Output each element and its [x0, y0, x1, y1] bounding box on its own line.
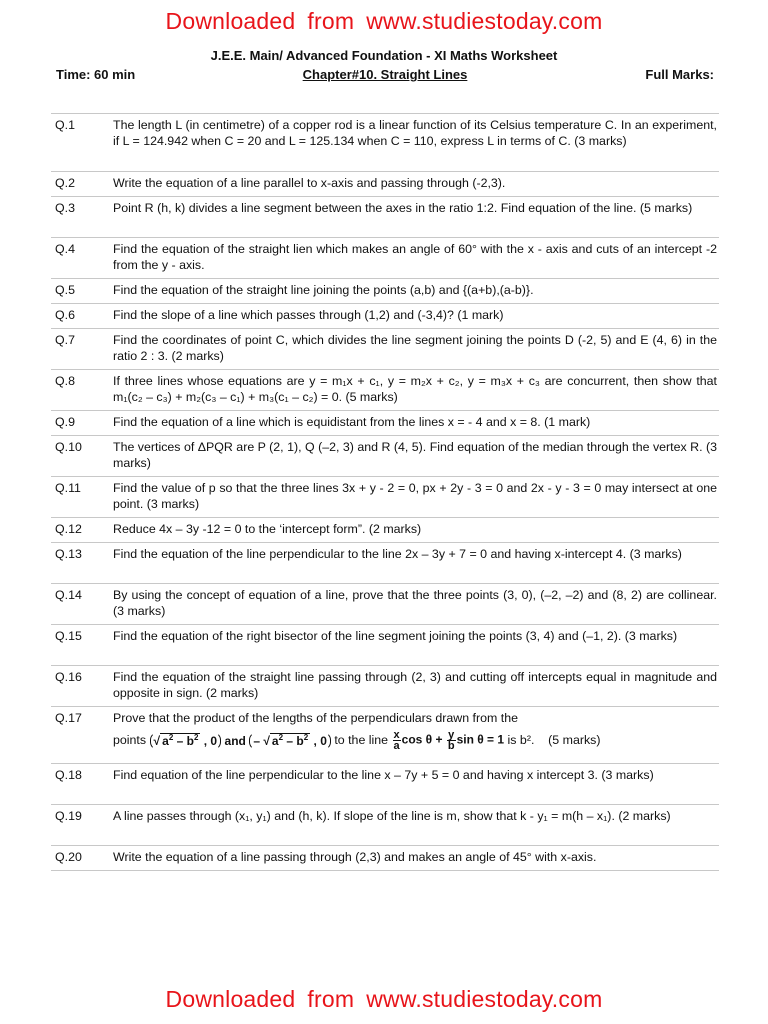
question-number: Q.4 — [51, 238, 113, 279]
banner-word-1: Downloaded — [165, 8, 296, 34]
question-number: Q.2 — [51, 172, 113, 197]
question-number: Q.14 — [51, 584, 113, 625]
question-text: Write the equation of a line passing through (2,3) and makes an angle of 45° with x-axis. — [113, 846, 719, 871]
question-row — [51, 197, 719, 238]
question-row — [51, 707, 719, 764]
question-number: Q.7 — [51, 329, 113, 370]
question-17-marks: (5 marks) — [548, 732, 601, 747]
question-text: A line passes through (x₁, y₁) and (h, k). If slope of the line is m, show that k - y₁ = m(h – x₁). (2 marks) — [113, 805, 719, 846]
worksheet-title: J.E.E. Main/ Advanced Foundation - XI Maths Worksheet — [210, 48, 558, 63]
question-row — [51, 370, 719, 411]
question-row — [51, 411, 719, 436]
question-text: Find the equation of the straight lien which makes an angle of 60° with the x - axis and cuts of an intercept -2 from the y - axis. — [113, 238, 719, 279]
question-number: Q.5 — [51, 279, 113, 304]
question-text: Find the equation of the straight line passing through (2, 3) and cutting off intercepts equal in magnitude and opposite in sign. (2 marks) — [113, 666, 719, 707]
question-text: Find the equation of a line which is equidistant from the lines x = - 4 and x = 8. (1 mark) — [113, 411, 719, 436]
question-text: If three lines whose equations are y = m₁x + c₁, y = m₂x + c₂, y = m₃x + c₃ are concurrent, then show that m₁(c₂ – c₃) + m₂(c₃ – c₁) + m₃(c₁ – c₂) = 0. (5 marks) — [113, 370, 719, 411]
chapter-title: Chapter#10. Straight Lines — [302, 67, 468, 82]
point-two-formula: – √ $a^2 - b^2$ , 0 — [249, 732, 331, 750]
full-marks-label: Full Marks: — [645, 67, 714, 82]
and-label: and — [224, 733, 246, 748]
questions-table — [51, 113, 719, 871]
time-label: Time: 60 min — [56, 67, 136, 82]
question-row — [51, 329, 719, 370]
question-number: Q.1 — [51, 114, 113, 172]
question-text: Find the coordinates of point C, which divides the line segment joining the points D (-2, 5) and E (4, 6) in the ratio 2 : 3. (2 marks) — [113, 329, 719, 370]
question-row — [51, 518, 719, 543]
question-text: Reduce 4x – 3y -12 = 0 to the ‘intercept form”. (2 marks) — [113, 518, 719, 543]
question-row — [51, 279, 719, 304]
question-number: Q.16 — [51, 666, 113, 707]
question-number: Q.8 — [51, 370, 113, 411]
download-banner-bottom[interactable] — [0, 986, 768, 1013]
question-text: The length L (in centimetre) of a copper rod is a linear function of its Celsius temperature C. In an experiment, if L = 124.942 when C = 20 and L = 125.134 when C = 110, express L in terms of C. (3 marks) — [113, 114, 719, 172]
question-17-line2 — [113, 730, 717, 751]
question-text: Find the equation of the straight line joining the points (a,b) and {(a+b),(a-b)}. — [113, 279, 719, 304]
question-text: Find the slope of a line which passes through (1,2) and (-3,4)? (1 mark) — [113, 304, 719, 329]
question-row — [51, 666, 719, 707]
points-label: points — [113, 732, 147, 747]
question-number: Q.13 — [51, 543, 113, 584]
line-equation-formula: $\frac{x}{a}$ cos θ + $\frac{y}{b}$ sin θ = 1 — [393, 729, 505, 752]
question-text: Find the equation of the right bisector of the line segment joining the points (3, 4) and (–1, 2). (3 marks) — [113, 625, 719, 666]
question-row — [51, 436, 719, 477]
is-b-squared: is b². — [507, 732, 535, 747]
question-number: Q.11 — [51, 477, 113, 518]
point-one-formula: √ $a^2 - b^2$ , 0 — [150, 732, 222, 750]
banner-word-2: from — [307, 8, 355, 34]
banner-site: www.studiestoday.com — [366, 986, 603, 1012]
question-text: Point R (h, k) divides a line segment between the axes in the ratio 1:2. Find equation of the line. (5 marks) — [113, 197, 719, 238]
question-row — [51, 846, 719, 871]
question-row — [51, 584, 719, 625]
question-number: Q.17 — [51, 707, 113, 764]
question-text: By using the concept of equation of a line, prove that the three points (3, 0), (–2, –2) and (8, 2) are collinear. (3 marks) — [113, 584, 719, 625]
question-17-line1: Prove that the product of the lengths of the perpendiculars drawn from the — [113, 711, 519, 725]
question-row — [51, 477, 719, 518]
banner-word-1: Downloaded — [165, 986, 296, 1012]
question-number: Q.3 — [51, 197, 113, 238]
question-number: Q.18 — [51, 764, 113, 805]
banner-word-2: from — [307, 986, 355, 1012]
question-row — [51, 764, 719, 805]
question-text: Write the equation of a line parallel to x-axis and passing through (-2,3). — [113, 172, 719, 197]
question-text: Find the value of p so that the three lines 3x + y - 2 = 0, px + 2y - 3 = 0 and 2x - y - 3 = 0 may intersect at one point. (3 marks) — [113, 477, 719, 518]
question-row — [51, 625, 719, 666]
question-number: Q.10 — [51, 436, 113, 477]
question-row — [51, 114, 719, 172]
question-number: Q.9 — [51, 411, 113, 436]
question-number: Q.6 — [51, 304, 113, 329]
download-banner-top[interactable] — [0, 8, 768, 35]
question-row — [51, 805, 719, 846]
question-text: Find the equation of the line perpendicular to the line 2x – 3y + 7 = 0 and having x-intercept 4. (3 marks) — [113, 543, 719, 584]
question-number: Q.12 — [51, 518, 113, 543]
question-row — [51, 304, 719, 329]
question-row — [51, 172, 719, 197]
question-text: Find equation of the line perpendicular to the line x – 7y + 5 = 0 and having x intercept 3. (3 marks) — [113, 764, 719, 805]
question-text: The vertices of ΔPQR are P (2, 1), Q (–2, 3) and R (4, 5). Find equation of the median through the vertex R. (3 marks) — [113, 436, 719, 477]
question-number: Q.15 — [51, 625, 113, 666]
question-row — [51, 543, 719, 584]
header-row — [56, 67, 714, 85]
question-number: Q.19 — [51, 805, 113, 846]
banner-site: www.studiestoday.com — [366, 8, 603, 34]
question-number: Q.20 — [51, 846, 113, 871]
to-the-line-label: to the line — [334, 732, 389, 747]
question-row — [51, 238, 719, 279]
question-text — [113, 707, 719, 764]
